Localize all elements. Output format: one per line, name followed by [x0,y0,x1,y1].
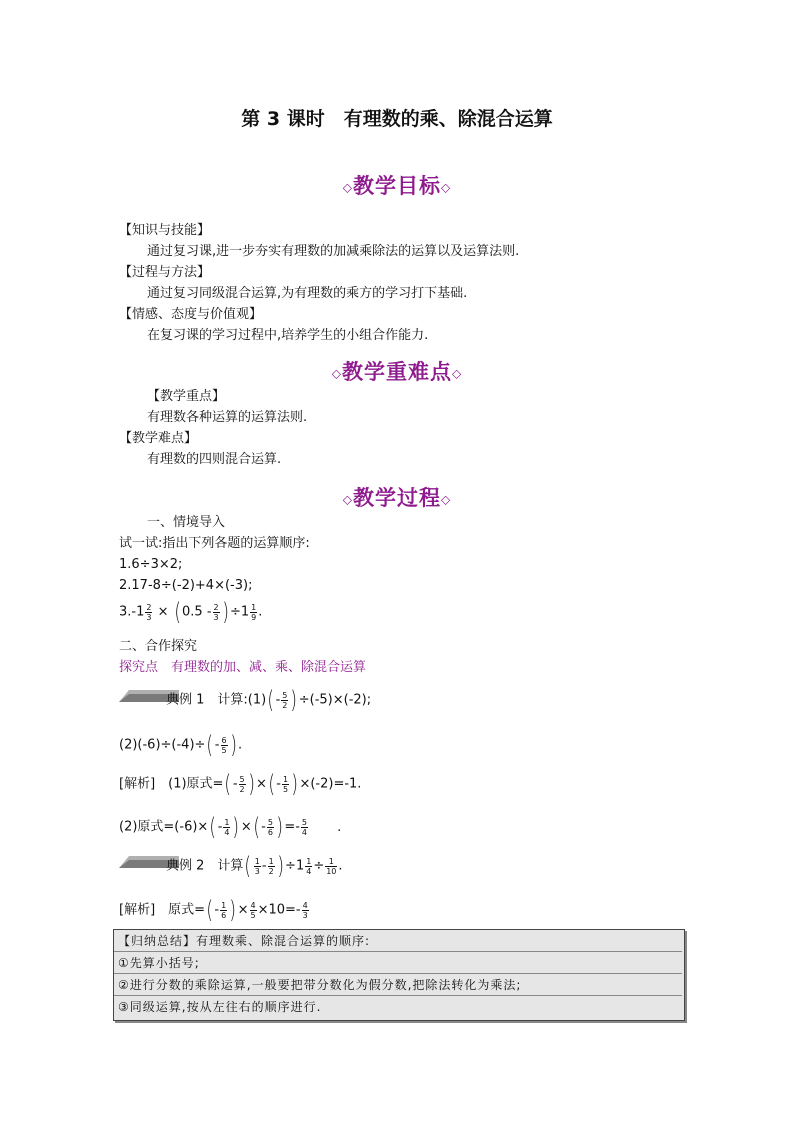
goal-text-knowledge: 通过复习课,进一步夯实有理数的加减乘除法的运算以及运算法则. [147,244,520,259]
section-title: 教学过程 [353,485,441,510]
fraction: $\frac{2}{3}$ [213,602,219,622]
fraction: $\frac{1}{5}$ [282,774,289,794]
fraction: $\frac{1}{10}$ [326,856,337,876]
key-text-focus: 有理数各种运算的运算法则. [147,410,308,425]
left-paren: ( [174,598,181,626]
section-heading-process [0,482,794,512]
diamond-icon: ◇ [441,492,452,507]
solution-1: [解析] (1)原式=(- $\frac{5}{2}$ )×(- $\frac{1}{5}$ )×(-2)=-1. [119,770,362,798]
fraction: $\frac{1}{9}$ [251,602,257,622]
fraction: $\frac{2}{3}$ [146,602,152,622]
solution-1-part-2: (2)原式=(-6)×(- $\frac{1}{4}$ )×(- $\frac{5}{6}$ )=- $\frac{5}{4}$ . [119,813,342,841]
summary-step-2: ②进行分数的乘除运算,一般要把带分数化为假分数,把除法转化为乘法; [114,974,682,996]
right-paren: ) [222,598,229,626]
diamond-icon: ◇ [342,492,353,507]
question-2: 2.17-8÷(-2)+4×(-3); [119,578,253,593]
fraction: $\frac{5}{4}$ [301,817,307,837]
summary-step-3: ③同级运算,按从左往右的顺序进行. [118,1000,322,1014]
diamond-icon: ◇ [452,366,463,381]
probe-point: 探究点 有理数的加、减、乘、除混合运算 [119,660,367,675]
try-prompt: 试一试:指出下列各题的运算顺序: [119,536,310,551]
fraction: $\frac{1}{4}$ [224,817,230,837]
page-title: 第 3 课时 有理数的乘、除混合运算 [241,108,553,130]
fraction: $\frac{1}{3}$ [254,856,260,876]
fraction: $\frac{1}{6}$ [221,900,227,920]
fraction: $\frac{5}{2}$ [282,690,288,710]
fraction: $\frac{5}{2}$ [239,774,245,794]
step-heading-intro: 一、情境导入 [147,515,226,530]
fraction: $\frac{6}{5}$ [221,735,227,755]
fraction: $\frac{1}{4}$ [306,856,312,876]
fraction: $\frac{4}{3}$ [302,900,308,920]
section-heading-key-points [0,356,794,386]
goal-heading-knowledge: 【知识与技能】 [119,223,211,238]
section-title: 教学目标 [353,173,441,198]
step-heading-explore: 二、合作探究 [119,639,198,654]
summary-title: 【归纳总结】有理数乘、除混合运算的顺序: [114,930,682,952]
summary-step-1: ①先算小括号; [114,952,682,974]
example-1: 典例 1 计算:(1)(- $\frac{5}{2}$ )÷(-5)×(-2); [166,686,372,714]
goal-heading-attitude: 【情感、态度与价值观】 [119,307,263,322]
diamond-icon: ◇ [441,180,452,195]
example-2: 典例 2 计算( $\frac{1}{3}$ - $\frac{1}{2}$ )÷1 $\frac{1}{4}$ ÷ $\frac{1}{10}$ . [166,852,343,880]
diamond-icon: ◇ [331,366,342,381]
example-1-part-2: (2)(-6)÷(-4)÷(- $\frac{6}{5}$ ). [119,731,243,759]
fraction: $\frac{1}{2}$ [268,856,274,876]
question-3: 3.-1 $\frac{2}{3}$ × (0.5 - $\frac{2}{3}$ )÷1 $\frac{1}{9}$ . [119,598,263,626]
fraction: $\frac{5}{6}$ [267,817,273,837]
question-1: 1.6÷3×2; [119,557,183,572]
goal-text-process: 通过复习同级混合运算,为有理数的乘方的学习打下基础. [147,286,468,301]
key-heading-difficulty: 【教学难点】 [119,431,198,446]
goal-text-attitude: 在复习课的学习过程中,培养学生的小组合作能力. [147,328,429,343]
section-heading-goals [0,170,794,200]
key-heading-focus: 【教学重点】 [147,389,226,404]
solution-2: [解析] 原式=(- $\frac{1}{6}$ )× $\frac{4}{5}$ ×10=- $\frac{4}{3}$ [119,896,308,924]
diamond-icon: ◇ [342,180,353,195]
section-title: 教学重难点 [342,359,452,384]
key-text-difficulty: 有理数的四则混合运算. [147,452,282,467]
goal-heading-process: 【过程与方法】 [119,265,211,280]
summary-box [113,929,685,1021]
fraction: $\frac{4}{5}$ [250,900,256,920]
